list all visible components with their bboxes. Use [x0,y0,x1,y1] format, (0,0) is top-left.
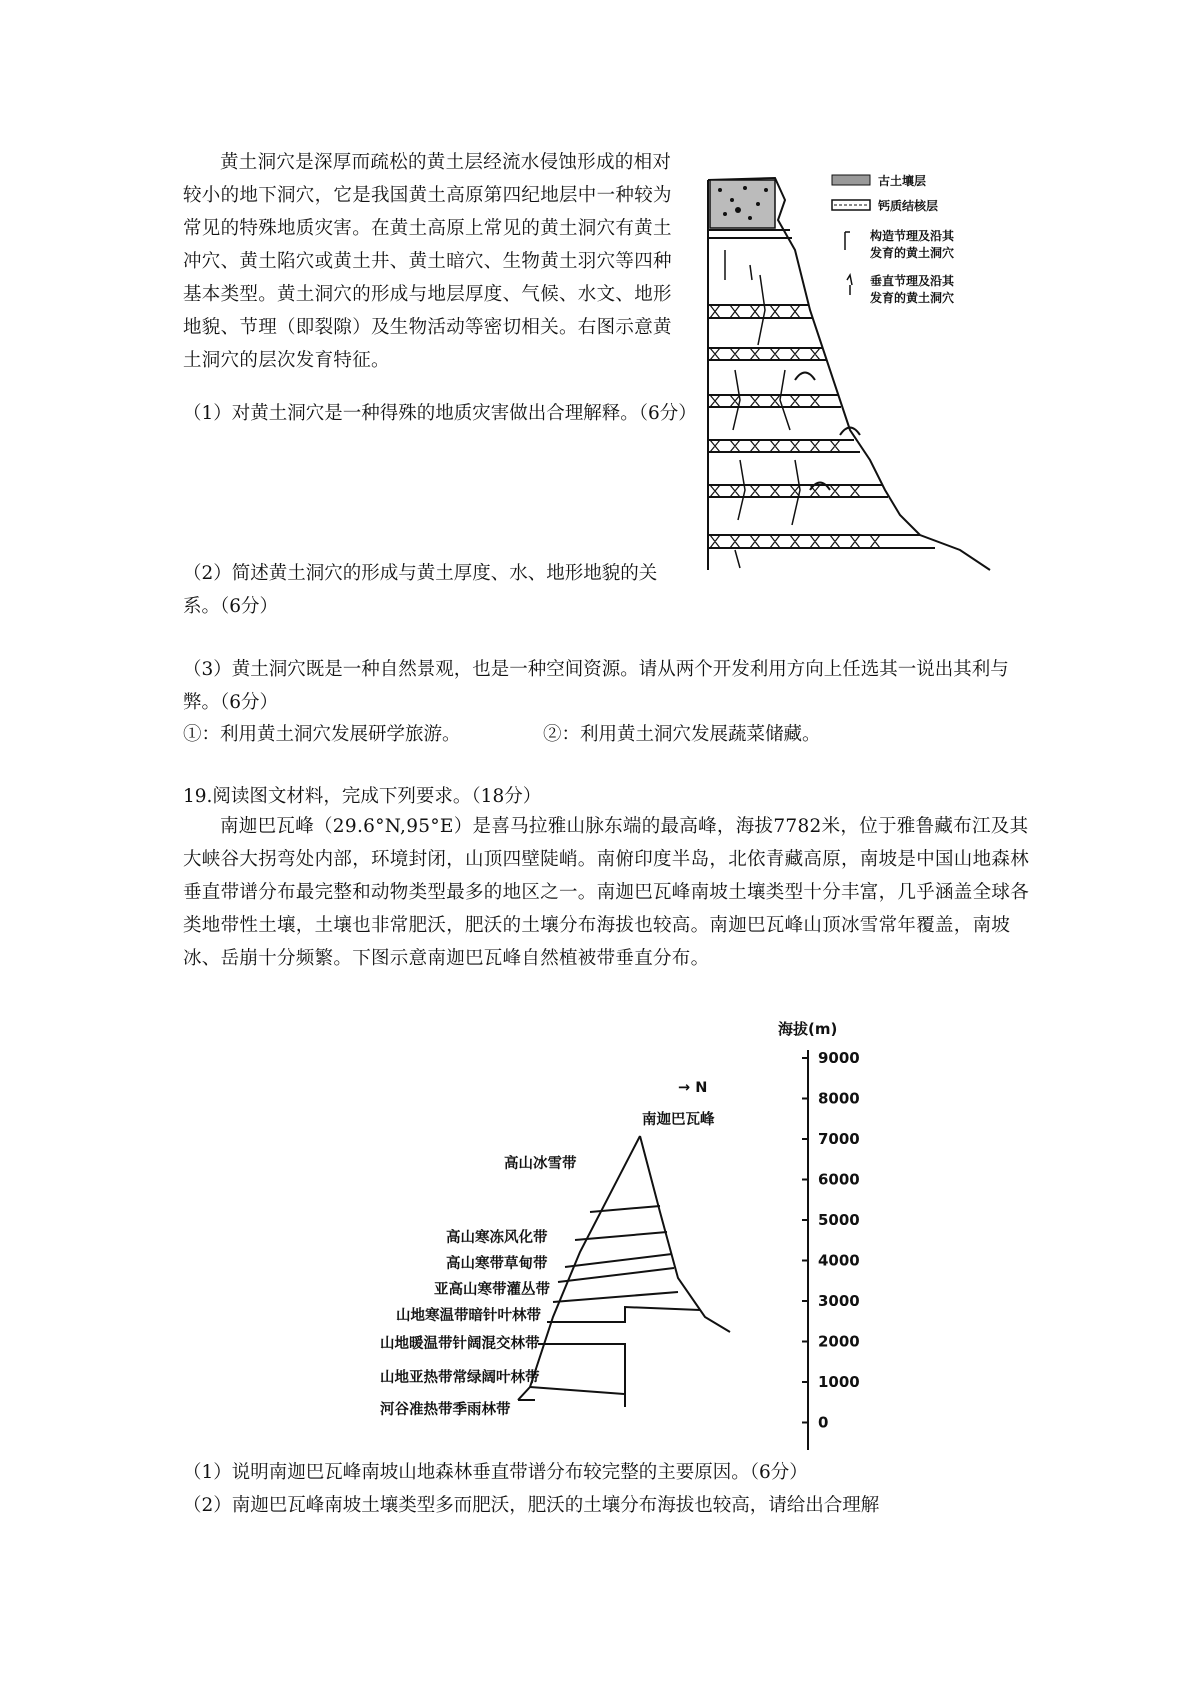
altitude-tick-label: 6000 [818,1170,860,1189]
loess-diagram-legend [832,173,955,305]
vegetation-zone-diagram [360,1012,880,1452]
option-2: ②：利用黄土洞穴发展蔬菜储藏。 [543,724,821,745]
question-19-1: （1）说明南迦巴瓦峰南坡山地森林垂直带谱分布较完整的主要原因。（6分） [183,1462,808,1483]
altitude-tick-label: 7000 [818,1130,860,1148]
zone-alpine-meadow: 高山寒带草甸带 [446,1256,548,1272]
question-1-3: （3）黄土洞穴既是一种自然景观，也是一种空间资源。请从两个开发利用方向上任选其一说出其利与弊。（6分） [183,659,1009,713]
legend-vertical-joint-line1: 垂直节理及沿其 [870,274,955,288]
altitude-axis [802,1049,860,1432]
legend-paleosol: 古土壤层 [878,174,927,188]
zone-warm-temperate-mixed-forest: 山地暖温带针阔混交林带 [380,1336,540,1352]
question-19-2: （2）南迦巴瓦峰南坡土壤类型多而肥沃，肥沃的土壤分布海拔也较高，请给出合理解 [183,1495,880,1516]
north-arrow: → N [678,1080,708,1096]
question-1-1: （1）对黄土洞穴是一种得殊的地质灾害做出合理解释。（6分） [183,403,697,424]
legend-structural-joint-line1: 构造节理及沿其 [870,229,955,243]
altitude-tick-label: 2000 [818,1332,860,1351]
legend-vertical-joint-line2: 发育的黄土洞穴 [870,291,955,305]
altitude-tick-label: 9000 [818,1049,860,1067]
legend-calcareous: 钙质结核层 [878,199,939,213]
peak-name: 南迦巴瓦峰 [642,1112,715,1128]
axis-title: 海拔(m) [778,1020,838,1038]
legend-structural-joint-line2: 发育的黄土洞穴 [870,246,955,260]
altitude-tick-label: 8000 [818,1089,860,1108]
zone-subtropical-evergreen-broadleaf: 山地亚热带常绿阔叶林带 [380,1370,540,1386]
zone-subalpine-shrub: 亚高山寒带灌丛带 [434,1282,550,1298]
zone-cold-temperate-dark-conifer: 山地寒温带暗针叶林带 [396,1308,541,1324]
altitude-tick-label: 4000 [818,1251,860,1270]
zone-valley-tropical-monsoon: 河谷准热带季雨林带 [380,1402,511,1418]
zone-alpine-frost-weathering: 高山寒冻风化带 [446,1230,548,1246]
loess-cave-diagram [700,170,1030,590]
altitude-tick-label: 1000 [818,1373,860,1391]
zone-alpine-ice-snow: 高山冰雪带 [504,1156,577,1172]
question-1-2: （2）简述黄土洞穴的形成与黄土厚度、水、地形地貌的关系。（6分） [183,563,658,617]
altitude-tick-label: 5000 [818,1211,860,1229]
intro-paragraph-loess-caves: 黄土洞穴是深厚而疏松的黄土层经流水侵蚀形成的相对较小的地下洞穴，它是我国黄土高原第四纪地层中一种较为常见的特殊地质灾害。在黄土高原上常见的黄土洞穴有黄土冲穴、黄土陷穴或黄土井、黄土暗穴、生物黄土羽穴等四种基本类型。黄土洞穴的形成与地层厚度、气候、水文、地形地貌、节理（即裂隙）及生物活动等密切相关。右图示意黄土洞穴的层次发育特征。 [183,152,672,371]
altitude-tick-label: 3000 [818,1292,860,1310]
namcha-barwa-paragraph: 南迦巴瓦峰（29.6°N,95°E）是喜马拉雅山脉东端的最高峰，海拔7782米，位于雅鲁藏布江及其大峡谷大拐弯处内部，环境封闭，山顶四壁陡峭。南俯印度半岛，北依青藏高原，南坡是中国山地森林垂直带谱分布最完整和动物类型最多的地区之一。南迦巴瓦峰南坡土壤类型十分丰富，几乎涵盖全球各类地带性土壤，土壤也非常肥沃，肥沃的土壤分布海拔也较高。南迦巴瓦峰山顶冰雪常年覆盖，南坡冰、岳崩十分频繁。下图示意南迦巴瓦峰自然植被带垂直分布。 [183,816,1030,969]
altitude-tick-label: 0 [818,1413,829,1432]
question-19-heading: 19.阅读图文材料，完成下列要求。（18分） [183,786,542,807]
option-1: ①：利用黄土洞穴发展研学旅游。 [183,724,461,745]
